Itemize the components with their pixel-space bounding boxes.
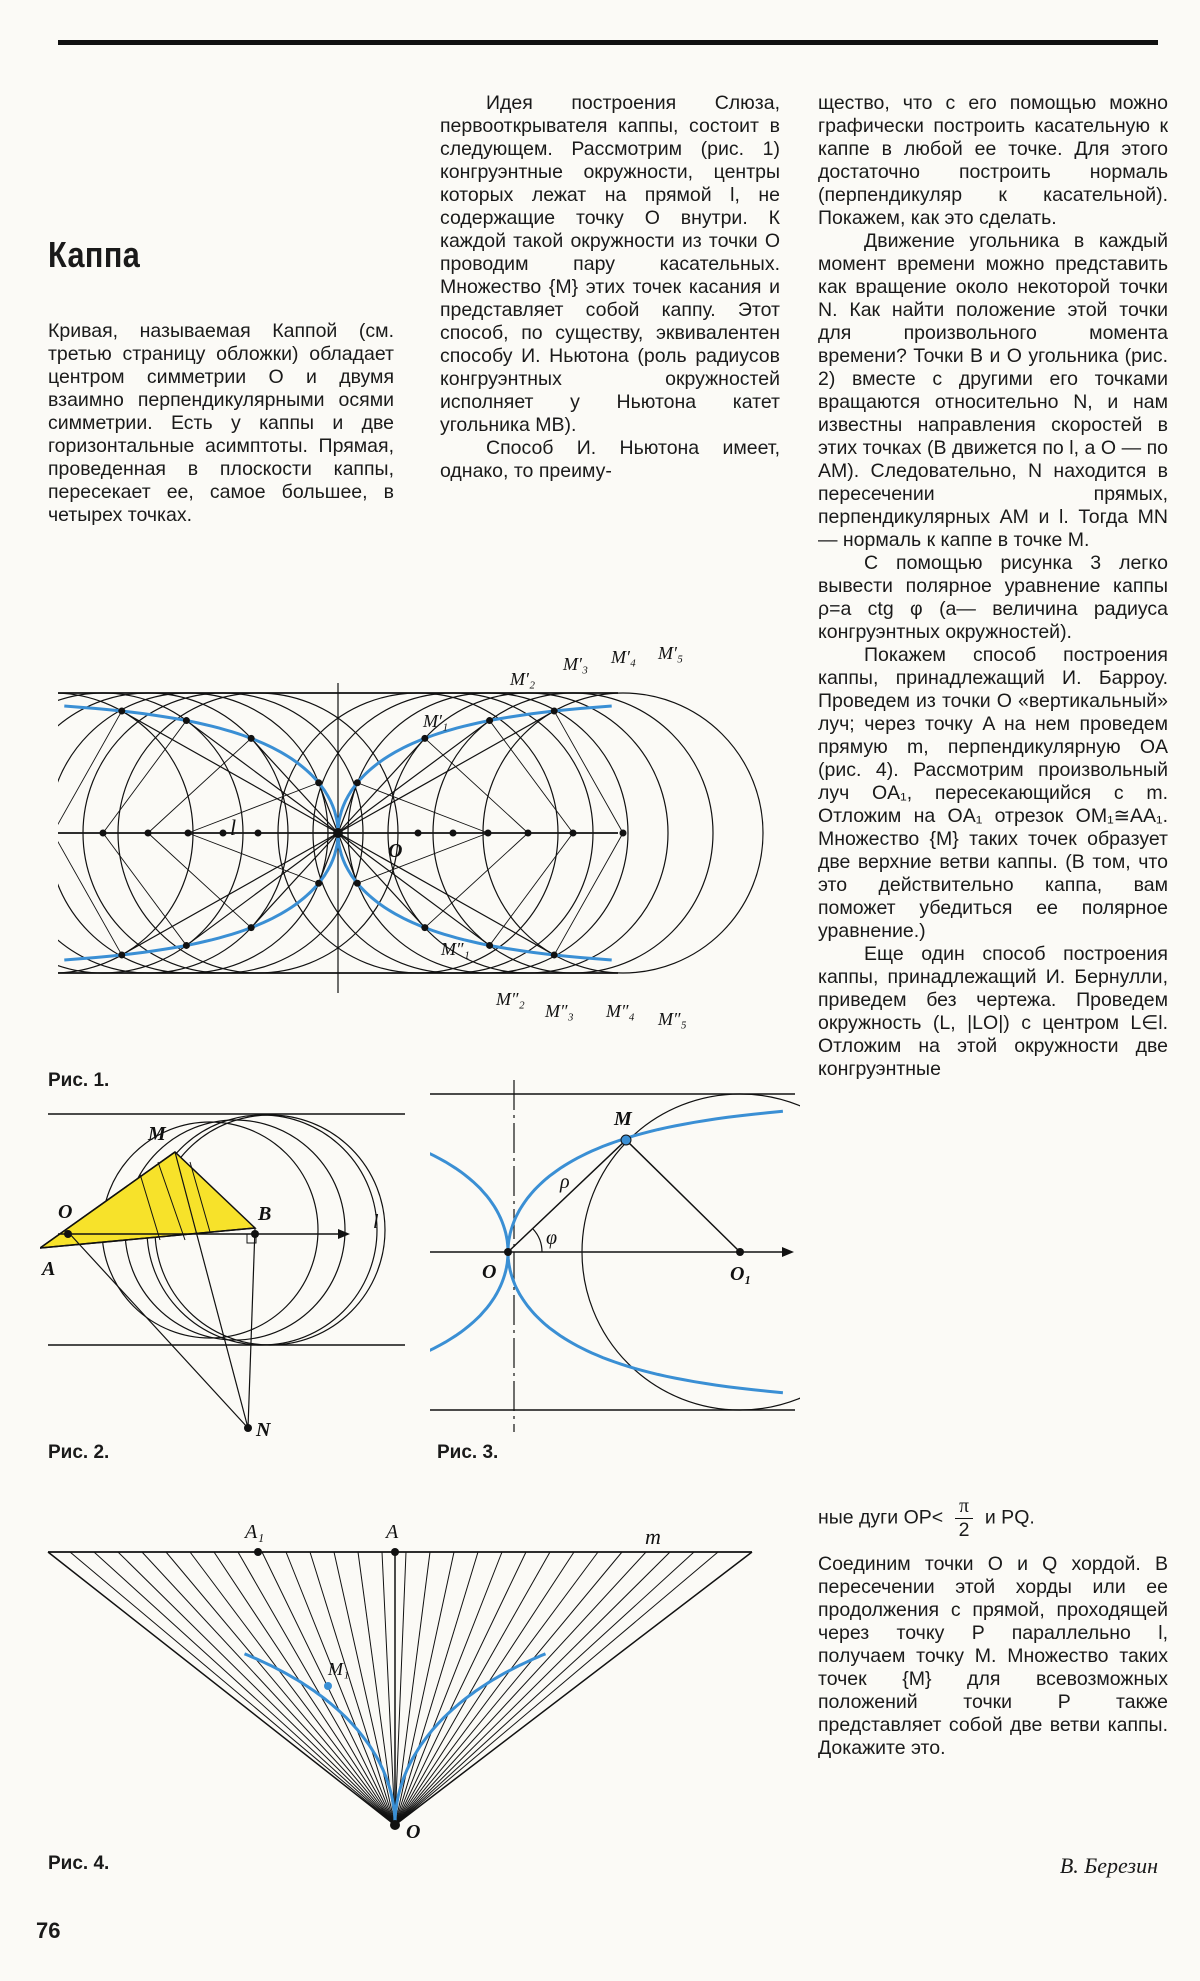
fig3-label-o1: O₁ — [730, 1263, 752, 1285]
ray — [166, 1552, 395, 1825]
radius-line — [103, 833, 186, 945]
circle-center — [185, 830, 192, 837]
kappa-branch — [64, 833, 338, 960]
fig3-label-m: M — [614, 1108, 632, 1130]
caption-fig1: Рис. 1. — [48, 1070, 110, 1091]
fig1-label-m1pp: M″₁ — [441, 939, 470, 959]
tangent-point — [354, 779, 361, 786]
circle-center — [255, 830, 262, 837]
figure-2 — [40, 1100, 420, 1450]
radius-line — [58, 711, 122, 833]
tangent-line — [251, 833, 338, 928]
paragraph: Соединим точки O и Q хордой. В пересечении этой хорды или ее продолжения с прямой, проходящей через точку P параллельно l, получаем точку M. Множество таких точек {M} для всевозможных положений точки P также представляет собой две ветви каппы. Докажите это. — [818, 1553, 1168, 1759]
fig1-label-m2pp: M″₂ — [496, 989, 525, 1009]
tangent-line — [251, 738, 338, 833]
fig2-label-a: A — [42, 1258, 56, 1280]
column-3 — [818, 92, 1168, 1081]
fraction-denominator: 2 — [958, 1519, 970, 1541]
circle-center — [450, 830, 457, 837]
circle-center — [100, 830, 107, 837]
radius-line — [490, 721, 573, 833]
fig1-label-m4p: M′₄ — [611, 647, 637, 667]
fig2-label-m: M — [148, 1123, 166, 1145]
fig1-label-m3pp: M″₃ — [545, 1001, 574, 1021]
fig2-label-n: N — [256, 1419, 271, 1441]
fig3-label-phi: φ — [546, 1227, 558, 1249]
fraction-numerator: π — [955, 1495, 974, 1519]
tangent-point — [118, 708, 125, 715]
formula-text: и PQ. — [984, 1506, 1035, 1529]
tangent-point — [486, 942, 493, 949]
origin-point — [333, 828, 343, 838]
ray — [395, 1552, 646, 1825]
ray — [310, 1552, 395, 1825]
tangent-point — [421, 735, 428, 742]
fig4-label-a: A — [386, 1521, 399, 1543]
tangent-point — [183, 942, 190, 949]
fig1-construction-lines — [58, 683, 763, 993]
fig1-label-m1p: M′₁ — [423, 711, 449, 731]
radius-line — [58, 833, 122, 955]
fig1-label-o: O — [388, 840, 403, 862]
circle-center — [570, 830, 577, 837]
caption-fig3: Рис. 3. — [437, 1442, 499, 1463]
ray — [142, 1552, 395, 1825]
paragraph: Покажем способ построения каппы, принадлежащий И. Барроу. Проведем из точки O «вертикальный» луч; через точку A на нем проведем прямую m, перпендикулярную OA (рис. 4). Рассмотрим произвольный луч OA₁, пересекающийся с m. Отложим на OA₁ отрезок OM₁≅AA₁. Множество {M} таких точек образует две верхние ветви каппы. (В том, что это действительно каппа, вам поможет убедиться ее полярное уравнение.) — [818, 644, 1168, 942]
ray — [70, 1552, 395, 1825]
article-title: Каппа — [48, 234, 141, 275]
tangent-point — [118, 951, 125, 958]
fig1-label-m5pp: M″₅ — [658, 1009, 687, 1029]
fig1-label-m3p: M′₃ — [563, 654, 589, 674]
ray — [395, 1552, 598, 1825]
paragraph: Кривая, называемая Каппой (см. третью страницу обложки) обладает центром симметрии O и двумя взаимно перпендикулярными осями симметрии. Есть у каппы и две горизонтальные асимптоты. Прямая, проведенная в плоскости каппы, пересекает ее, самое большее, в четырех точках. — [48, 320, 394, 526]
author: В. Березин — [1059, 1853, 1158, 1878]
caption-fig4: Рис. 4. — [48, 1853, 110, 1874]
page-number: 76 — [36, 1918, 61, 1943]
column-3-continued — [818, 1553, 1168, 1760]
fig3-label-o: O — [482, 1261, 497, 1283]
tangent-point — [183, 717, 190, 724]
column-2 — [440, 92, 780, 483]
circle-center — [415, 830, 422, 837]
ray — [238, 1552, 395, 1825]
fig1-label-m2p: M′₂ — [510, 669, 536, 689]
tangent-point — [315, 779, 322, 786]
figure-4 — [40, 1520, 760, 1840]
circle-center — [485, 830, 492, 837]
fig1-label-m5p: M′₅ — [658, 643, 684, 663]
fig1-label-l: l — [230, 815, 237, 840]
fig2-label-b: B — [258, 1203, 272, 1225]
fig1-label-m4pp: M″₄ — [606, 1001, 635, 1021]
fig4-label-a1: A₁ — [245, 1521, 265, 1543]
ray — [395, 1552, 718, 1825]
paragraph: Идея построения Слюза, первооткрывателя каппы, состоит в следующем. Рассмотрим (рис. 1) конгруэнтные окружности, центры которых лежат на прямой l, не содержащие точку O внутри. К каждой такой окружности из точки O проводим пару касательных. Множество {M} этих точек касания и представляет собой каппу. Этот способ, по существу, эквивалентен способу И. Ньютона (роль радиусов конгруэнтных окружностей исполняет у Ньютона катет угольника MB). — [440, 92, 780, 436]
top-rule — [58, 40, 1158, 45]
circle-center — [220, 830, 227, 837]
radius-line — [490, 833, 573, 945]
ray — [395, 1552, 526, 1825]
radius-line — [425, 738, 528, 833]
tangent-line — [338, 833, 425, 928]
tangent-point — [248, 924, 255, 931]
radius-line — [554, 711, 623, 833]
tangent-point — [315, 880, 322, 887]
kappa-branch — [338, 833, 612, 960]
tangent-line — [122, 833, 338, 955]
tangent-point — [551, 708, 558, 715]
tangent-point — [354, 880, 361, 887]
formula-line — [818, 1495, 1168, 1542]
tangent-line — [338, 738, 425, 833]
figure-1 — [58, 625, 768, 1045]
fig4-label-m1: M₁ — [328, 1659, 350, 1679]
ray — [94, 1552, 395, 1825]
paragraph: Еще один способ построения каппы, принадлежащий И. Бернулли, приведем без чертежа. Проведем окружность (L, |LO|) с центром L∈l. Отложим на этой окружности две конгруэнтные — [818, 943, 1168, 1080]
tangent-line — [338, 833, 554, 955]
ray — [395, 1552, 550, 1825]
paragraph: С помощью рисунка 3 легко вывести полярное уравнение каппы ρ=a ctg φ (a— величина радиуса конгруэнтных окружностей). — [818, 552, 1168, 643]
column-1 — [48, 320, 394, 527]
formula-text: ные дуги OP< — [818, 1506, 944, 1529]
tangent-point — [248, 735, 255, 742]
caption-fig2: Рис. 2. — [48, 1442, 110, 1463]
fig2-label-l: l — [373, 1211, 379, 1233]
fig4-label-o: O — [406, 1821, 421, 1840]
circle-center — [620, 830, 627, 837]
radius-line — [148, 833, 251, 928]
ray — [395, 1552, 574, 1825]
radius-line — [103, 721, 186, 833]
fig3-label-rho: ρ — [560, 1171, 570, 1193]
paragraph: щество, что с его помощью можно графически построить касательную к каппе в любой ее точке. Для этого достаточно построить нормаль (перпендикуляр к касательной). Покажем, как это сделать. — [818, 92, 1168, 229]
paragraph: Способ И. Ньютона имеет, однако, то преиму- — [440, 437, 780, 482]
ray — [286, 1552, 395, 1825]
tangent-point — [421, 924, 428, 931]
circle-center — [145, 830, 152, 837]
tangent-point — [551, 951, 558, 958]
kappa-branch — [64, 706, 338, 833]
fig2-label-o: O — [58, 1201, 73, 1223]
radius-line — [425, 833, 528, 928]
ray — [395, 1552, 694, 1825]
radius-line — [554, 833, 623, 955]
ray — [214, 1552, 395, 1825]
tangent-point — [486, 717, 493, 724]
fig4-label-m: m — [645, 1524, 661, 1549]
ray — [395, 1552, 622, 1825]
ray — [118, 1552, 395, 1825]
kappa-branch — [338, 706, 612, 833]
fig4-rays — [70, 1552, 718, 1825]
paragraph: Движение угольника в каждый момент времени можно представить как вращение около некоторой точки N. Как найти положение этой точки для произвольного момента времени? Точки B и O угольника (рис. 2) вместе с другими его точками вращаются относительно N, и нам известны направления скоростей в этих точках (B движется по l, а O — по AM). Следовательно, N находится в пересечении прямых, перпендикулярных AM и l. Тогда MN — нормаль к каппе в точке M. — [818, 230, 1168, 551]
figure-3 — [430, 1080, 800, 1440]
fraction — [955, 1495, 974, 1542]
circle-center — [525, 830, 532, 837]
